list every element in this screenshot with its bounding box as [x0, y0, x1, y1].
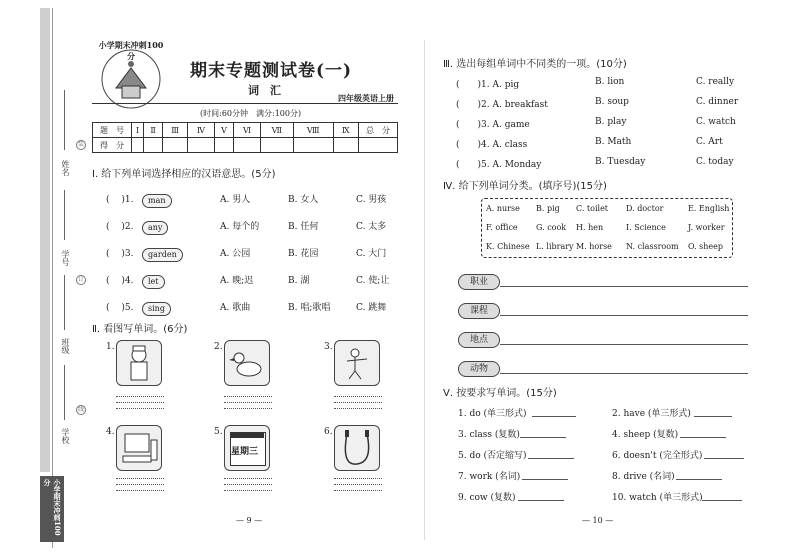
score-table: [92, 122, 398, 153]
score-cell[interactable]: [132, 138, 144, 153]
s1-q2-word: [142, 215, 168, 235]
snail-word-bubble: any: [142, 221, 168, 235]
category-tag-subject: 课程: [458, 303, 500, 319]
s2-q5-line-2[interactable]: [224, 480, 272, 485]
s2-q5-line-1[interactable]: [224, 474, 272, 479]
s3-q1-b: B. lion: [595, 77, 625, 87]
chef-icon: [116, 340, 162, 386]
s1-q4-word: [142, 269, 165, 289]
category-line-subject[interactable]: [500, 315, 748, 316]
duck-icon: [224, 340, 270, 386]
score-header-cell: 题 号: [93, 123, 132, 138]
s3-q2-b: B. soup: [595, 97, 629, 107]
school-label: 学校: [61, 428, 70, 444]
score-header-cell: Ⅵ: [234, 123, 260, 138]
class-label: 班级: [61, 338, 70, 354]
snail-word-bubble: let: [142, 275, 165, 289]
s1-q5-word: [142, 296, 171, 316]
s5-q9-line[interactable]: [518, 500, 564, 501]
s2-q4-line-2[interactable]: [116, 480, 164, 485]
s3-q2-c: C. dinner: [696, 97, 739, 107]
section-3-title: Ⅲ. 选出每组单词中不同类的一项。(10分): [443, 59, 627, 70]
s5-q5: 5. do (否定缩写): [458, 451, 527, 461]
page-title: 期末专题测试卷(一): [190, 61, 353, 81]
score-header-cell: Ⅴ: [214, 123, 234, 138]
word-bank-item: C. toilet: [576, 204, 609, 213]
score-header-cell: Ⅶ: [260, 123, 293, 138]
binding-line: [52, 8, 53, 548]
s5-q3: 3. class (复数): [458, 430, 520, 440]
word-bank-item: K. Chinese: [486, 242, 530, 251]
word-bank-item: L. library: [536, 242, 574, 251]
calendar-icon: [224, 425, 270, 471]
s1-q5-b: B. 唱;歌唱: [288, 303, 331, 313]
section-2-title: Ⅱ. 看图写单词。(6分): [92, 324, 188, 335]
category-tag-animal: 动物: [458, 361, 500, 377]
category-line-animal[interactable]: [500, 373, 748, 374]
s5-q1: 1. do (单三形式): [458, 409, 527, 419]
word-bank-item: O. sheep: [688, 242, 724, 251]
s5-q5-line[interactable]: [528, 458, 574, 459]
s5-q10-line[interactable]: [702, 500, 742, 501]
s3-q5-a: ( )5. A. Monday: [456, 160, 542, 170]
s2-q3-line-1[interactable]: [334, 392, 382, 397]
class-line: [64, 275, 65, 330]
s1-q4-c: C. 使;让: [356, 276, 390, 286]
score-header-cell: Ⅳ: [188, 123, 214, 138]
s3-q5-c: C. today: [696, 157, 734, 167]
s3-q4-c: C. Art: [696, 137, 723, 147]
s5-q3-line[interactable]: [520, 437, 566, 438]
s1-q1-a: A. 男人: [220, 195, 251, 205]
s1-q2-c: C. 太多: [356, 222, 387, 232]
s5-q7: 7. work (名词): [458, 472, 521, 482]
s1-q5-c: C. 跳舞: [356, 303, 387, 313]
score-table-score-row: [93, 138, 398, 153]
score-cell[interactable]: [293, 138, 333, 153]
category-line-occupation[interactable]: [500, 286, 748, 287]
s2-q6-line-3[interactable]: [334, 486, 382, 491]
word-bank-item: D. doctor: [626, 204, 664, 213]
student-id-label: 学号: [61, 250, 70, 266]
s3-q1-a: ( )1. A. pig: [456, 80, 520, 90]
s3-q3-b: B. play: [595, 117, 627, 127]
s3-q4-b: B. Math: [595, 137, 632, 147]
name-label: 姓名: [61, 160, 70, 176]
s2-q3-num: 3.: [324, 342, 333, 352]
word-bank-item: J. worker: [688, 223, 725, 232]
s3-q1-c: C. really: [696, 77, 735, 87]
word-bank-item: B. pig: [536, 204, 560, 213]
s1-q2-num: ( )2.: [106, 222, 134, 232]
jump-rope-icon: [334, 425, 380, 471]
s5-q8-line[interactable]: [676, 479, 722, 480]
s5-q8: 8. drive (名词): [612, 472, 675, 482]
category-line-place[interactable]: [500, 344, 748, 345]
s3-q3-a: ( )3. A. game: [456, 120, 530, 130]
s2-q1-num: 1.: [106, 342, 115, 352]
s1-q4-a: A. 晚;迟: [220, 276, 254, 286]
student-id-line: [64, 190, 65, 240]
bottom-banner-text: 小学期末冲刺100分: [43, 479, 62, 536]
score-cell[interactable]: [162, 138, 187, 153]
s1-q3-c: C. 大门: [356, 249, 387, 259]
s1-q2-b: B. 任何: [288, 222, 319, 232]
s1-q3-word: [142, 242, 183, 262]
score-header-cell: Ⅷ: [293, 123, 333, 138]
binding-hole-3: 线: [77, 406, 84, 413]
s2-q2-line-1[interactable]: [224, 392, 272, 397]
s3-q4-a: ( )4. A. class: [456, 140, 528, 150]
s2-q5-num: 5.: [214, 427, 223, 437]
word-bank-item: M. horse: [576, 242, 612, 251]
section-1-title: Ⅰ. 给下列单词选择相应的汉语意思。(5分): [92, 169, 276, 180]
score-header-cell: Ⅲ: [162, 123, 187, 138]
s2-q2-num: 2.: [214, 342, 223, 352]
score-table-header-row: [93, 123, 398, 138]
s1-q3-b: B. 花园: [288, 249, 319, 259]
computer-icon: [116, 425, 162, 471]
section-4-title: Ⅳ. 给下列单词分类。(填序号)(15分): [443, 181, 607, 192]
s2-q6-line-1[interactable]: [334, 474, 382, 479]
word-bank-item: E. English: [688, 204, 730, 213]
s2-q4-line-3[interactable]: [116, 486, 164, 491]
s2-q6-num: 6.: [324, 427, 333, 437]
s5-q9: 9. cow (复数): [458, 493, 516, 503]
s1-q1-word: [142, 188, 172, 208]
binding-hole-2: 订: [77, 276, 84, 283]
school-line: [64, 365, 65, 420]
page-divider: [424, 40, 425, 540]
s2-q1-line-3[interactable]: [116, 404, 164, 409]
s2-q2-line-3[interactable]: [224, 404, 272, 409]
binding-hole-1: 装: [77, 141, 84, 148]
s3-q2-a: ( )2. A. breakfast: [456, 100, 548, 110]
score-cell[interactable]: [260, 138, 293, 153]
s1-q1-num: ( )1.: [106, 195, 134, 205]
s5-q7-line[interactable]: [522, 479, 568, 480]
s2-q3-line-2[interactable]: [334, 398, 382, 403]
s3-q3-c: C. watch: [696, 117, 736, 127]
grade-label: 四年级英语上册: [338, 93, 394, 103]
s1-q4-b: B. 湖: [288, 276, 310, 286]
snail-word-bubble: man: [142, 194, 172, 208]
page-number-right: — 10 —: [582, 516, 614, 525]
s5-q1-line[interactable]: [532, 416, 576, 417]
s2-q4-line-1[interactable]: [116, 474, 164, 479]
category-tag-place: 地点: [458, 332, 500, 348]
score-header-cell: Ⅰ: [132, 123, 144, 138]
snail-word-bubble: garden: [142, 248, 183, 262]
score-header-cell: 总 分: [359, 123, 398, 138]
s2-q3-line-3[interactable]: [334, 404, 382, 409]
s5-q6: 6. doesn't (完全形式): [612, 451, 703, 461]
s5-q2: 2. have (单三形式): [612, 409, 691, 419]
snail-word-bubble: sing: [142, 302, 171, 316]
word-bank-item: H. hen: [576, 223, 604, 232]
word-bank-item: A. nurse: [486, 204, 520, 213]
score-row-label: 得 分: [93, 138, 132, 153]
score-cell[interactable]: [234, 138, 260, 153]
header-rule: [92, 103, 398, 104]
score-cell[interactable]: [214, 138, 234, 153]
word-bank-item: N. classroom: [626, 242, 679, 251]
s2-q4-num: 4.: [106, 427, 115, 437]
s1-q2-a: A. 每个的: [220, 222, 260, 232]
score-cell[interactable]: [333, 138, 359, 153]
s2-q5-line-3[interactable]: [224, 486, 272, 491]
s1-q3-num: ( )3.: [106, 249, 134, 259]
calendar-text: 星期三: [231, 447, 259, 457]
score-header-cell: Ⅱ: [144, 123, 163, 138]
s1-q5-num: ( )5.: [106, 303, 134, 313]
s2-q1-line-2[interactable]: [116, 398, 164, 403]
bottom-banner: [40, 476, 64, 542]
score-header-cell: Ⅸ: [333, 123, 359, 138]
s5-q4: 4. sheep (复数): [612, 430, 679, 440]
s1-q3-a: A. 公园: [220, 249, 251, 259]
s2-q6-line-2[interactable]: [334, 480, 382, 485]
s2-q2-line-2[interactable]: [224, 398, 272, 403]
s1-q1-b: B. 女人: [288, 195, 319, 205]
s1-q4-num: ( )4.: [106, 276, 134, 286]
name-line: [64, 90, 65, 150]
category-tag-occupation: 职业: [458, 274, 500, 290]
word-bank-item: G. cook: [536, 223, 567, 232]
s2-q1-line-1[interactable]: [116, 392, 164, 397]
s5-q6-line[interactable]: [704, 458, 744, 459]
word-bank-item: I. Science: [626, 223, 666, 232]
time-score: (时间:60分钟 满分:100分): [200, 109, 302, 118]
page-subtitle: 词 汇: [248, 84, 281, 97]
s3-q5-b: B. Tuesday: [595, 157, 646, 167]
word-bank-item: F. office: [486, 223, 518, 232]
s5-q2-line[interactable]: [694, 416, 732, 417]
farmer-icon: [334, 340, 380, 386]
s1-q5-a: A. 歌曲: [220, 303, 251, 313]
score-cell[interactable]: [144, 138, 163, 153]
score-cell[interactable]: [359, 138, 398, 153]
logo-text: 小学期末冲刺100分: [98, 40, 164, 61]
score-cell[interactable]: [188, 138, 214, 153]
s5-q4-line[interactable]: [680, 437, 726, 438]
s5-q10: 10. watch (单三形式): [612, 493, 703, 503]
binding-strip: [40, 8, 50, 472]
page-number-left: — 9 —: [236, 516, 263, 525]
s1-q1-c: C. 男孩: [356, 195, 387, 205]
section-5-title: Ⅴ. 按要求写单词。(15分): [443, 388, 557, 399]
